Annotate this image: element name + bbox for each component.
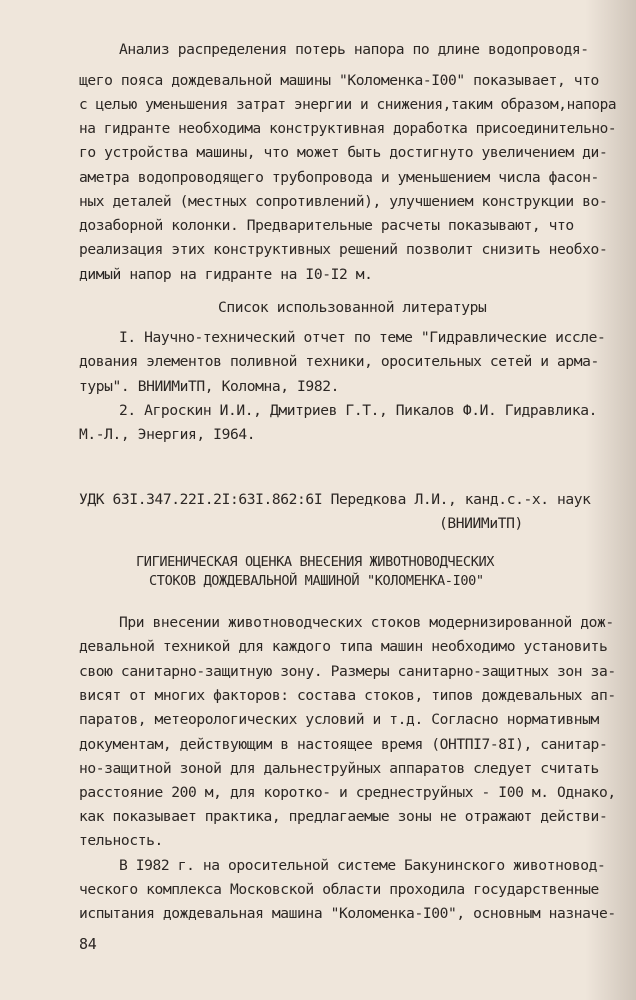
text-line: Анализ распределения потерь напора по длине водопроводя-	[119, 41, 589, 58]
article-title-line: СТОКОВ ДОЖДЕВАЛЬНОЙ МАШИНОЙ "КОЛОМЕНКА-I00"	[149, 573, 484, 589]
reference-line: М.-Л., Энергия, I964.	[79, 426, 256, 443]
text-line: документам, действующим в настоящее время (ОНТПI7-8I), санитар-	[79, 736, 608, 753]
text-line: с целью уменьшения затрат энергии и снижения,таким образом,напора	[79, 97, 617, 113]
institution: (ВНИИМиТП)	[439, 515, 523, 532]
text-line: димый напор на гидранте на I0-I2 м.	[79, 266, 373, 283]
text-line: испытания дождевальная машина "Коломенка-I00", основным назначе-	[79, 905, 616, 922]
text-line: ческого комплекса Московской области проходила государственные	[79, 881, 599, 898]
text-line: на гидранте необходима конструктивная доработка присоединительно-	[79, 121, 617, 137]
text-line: щего пояса дождевальной машины "Коломенка-I00" показывает, что	[79, 72, 599, 89]
text-line: аметра водопроводящего трубопровода и уменьшением числа фасон-	[79, 169, 599, 186]
text-line: девальной техникой для каждого типа машин необходимо установить	[79, 638, 608, 655]
text-line: как показывает практика, предлагаемые зоны не отражают действи-	[79, 808, 608, 825]
text-line: расстояние 200 м, для коротко- и среднеструйных - I00 м. Однако,	[79, 784, 616, 801]
text-line: го устройства машины, что может быть достигнуто увеличением ди-	[79, 144, 608, 161]
text-line: паратов, метеорологических условий и т.д. Согласно нормативным	[79, 711, 599, 728]
reference-line: 2. Агроскин И.И., Дмитриев Г.Т., Пикалов Ф.И. Гидравлика.	[119, 402, 598, 419]
text-line: реализация этих конструктивных решений позволит снизить необхо-	[79, 241, 608, 258]
text-line: В I982 г. на оросительной системе Бакунинского животновод-	[119, 857, 606, 874]
article-title-line: ГИГИЕНИЧЕСКАЯ ОЦЕНКА ВНЕСЕНИЯ ЖИВОТНОВОДЧЕСКИХ	[136, 554, 495, 570]
text-line: висят от многих факторов: состава стоков, типов дождевальных ап-	[79, 687, 616, 704]
text-line: ных деталей (местных сопротивлений), улучшением конструкции во-	[79, 193, 608, 210]
reference-line: туры". ВНИИМиТП, Коломна, I982.	[79, 378, 339, 395]
text-line: тельность.	[79, 832, 163, 849]
text-line: дозаборной колонки. Предварительные расчеты показывают, что	[79, 217, 574, 234]
references-title: Список использованной литературы	[218, 299, 487, 316]
text-line: При внесении животноводческих стоков модернизированной дож-	[119, 614, 614, 631]
udk-author-line: УДК 63I.347.22I.2I:63I.862:6I Передкова Л.И., канд.с.-х. наук	[79, 491, 591, 508]
text-line: но-защитной зоной для дальнеструйных аппаратов следует считать	[79, 760, 599, 777]
page-number: 84	[79, 935, 97, 953]
text-line: свою санитарно-защитную зону. Размеры санитарно-защитных зон за-	[79, 663, 616, 680]
reference-line: I. Научно-технический отчет по теме "Гидравлические иссле-	[119, 329, 606, 346]
reference-line: дования элементов поливной техники, оросительных сетей и арма-	[79, 353, 599, 370]
